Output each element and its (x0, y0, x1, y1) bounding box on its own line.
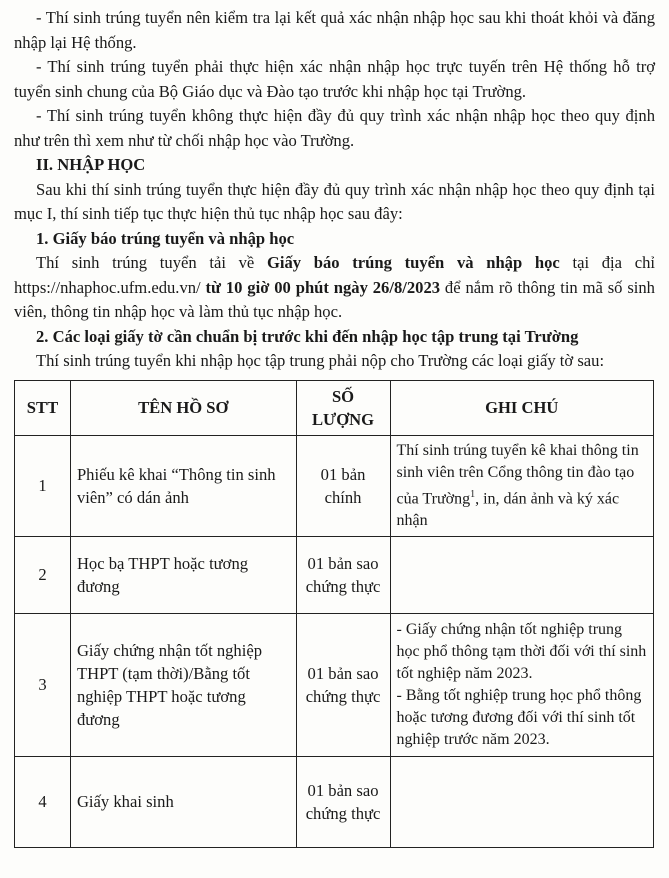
section-heading-enrollment: II. NHẬP HỌC (36, 155, 146, 174)
header-qty: SỐ LƯỢNG (296, 380, 390, 435)
note-text: Thí sinh trúng tuyển kê khai thông tin sinh viên trên Cổng thông tin đào tạo của Trường (396, 441, 639, 507)
table-row (15, 435, 654, 536)
cell-name: Học bạ THPT hoặc tương đương (70, 536, 296, 613)
header-stt: STT (15, 380, 71, 435)
cell-name: Phiếu kê khai “Thông tin sinh viên” có dán ảnh (70, 435, 296, 536)
cell-note (390, 613, 654, 756)
cell-name: Giấy chứng nhận tốt nghiệp THPT (tạm thời)/Bằng tốt nghiệp THPT hoặc tương đương (70, 613, 296, 756)
bold-run-date: từ 10 giờ 00 phút ngày 26/8/2023 (205, 277, 441, 297)
note-text: , in, dán ảnh và ký xác nhận (396, 489, 620, 529)
subheading-documents: 2. Các loại giấy tờ cần chuẩn bị trước khi đến nhập học tập trung tại Trường (36, 326, 579, 346)
subheading-admission-letter: 1. Giấy báo trúng tuyển và nhập học (36, 228, 295, 248)
header-name: TÊN HỒ SƠ (70, 380, 296, 435)
cell-qty: 01 bản sao chứng thực (296, 613, 390, 756)
footnote-marker: 1 (470, 488, 476, 500)
paragraph-refusal: - Thí sinh trúng tuyển không thực hiện đầy đủ quy trình xác nhận nhập học theo quy định như trên thì xem như từ chối nhập học vào Trường. (14, 106, 655, 150)
note-line: - Giấy chứng nhận tốt nghiệp trung học phổ thông tạm thời đối với thí sinh tốt nghiệp năm 2023. (396, 620, 647, 682)
cell-stt: 3 (15, 613, 71, 756)
table-row (15, 536, 654, 613)
bold-run-letter-title: Giấy báo trúng tuyển và nhập học (266, 253, 560, 272)
table-row (15, 613, 654, 756)
cell-note-empty (390, 536, 654, 613)
paragraph-admission-letter (14, 251, 655, 325)
cell-note-empty (390, 756, 654, 847)
cell-stt: 2 (15, 536, 71, 613)
cell-qty: 01 bản sao chứng thực (296, 756, 390, 847)
cell-name: Giấy khai sinh (70, 756, 296, 847)
paragraph-online-confirmation: - Thí sinh trúng tuyển phải thực hiện xác nhận nhập học trực tuyến trên Hệ thống hỗ trợ tuyển sinh chung của Bộ Giáo dục và Đào tạo trước khi nhập học tại Trường. (14, 57, 655, 101)
table-row (15, 756, 654, 847)
header-note: GHI CHÚ (390, 380, 654, 435)
cell-note (390, 435, 654, 536)
cell-stt: 1 (15, 435, 71, 536)
documents-table (14, 380, 654, 848)
paragraph-check-result: - Thí sinh trúng tuyển nên kiểm tra lại kết quả xác nhận nhập học sau khi thoát khỏi và đăng nhập lại Hệ thống. (14, 8, 655, 52)
text-run: Thí sinh trúng tuyển tải về (36, 253, 267, 272)
table-header-row (15, 380, 654, 435)
text-run: để nắm rõ thông tin mã số sinh viên, thông tin nhập học và làm thủ tục nhập học. (14, 277, 655, 321)
paragraph-enrollment-intro: Sau khi thí sinh trúng tuyển thực hiện đầy đủ quy trình xác nhận nhập học theo quy định tại mục I, thí sinh tiếp tục thực hiện thủ tục nhập học sau đây: (14, 179, 655, 223)
paragraph-documents-intro: Thí sinh trúng tuyển khi nhập học tập trung phải nộp cho Trường các loại giấy tờ sau: (36, 351, 605, 370)
cell-qty: 01 bản chính (296, 435, 390, 536)
cell-stt: 4 (15, 756, 71, 847)
cell-qty: 01 bản sao chứng thực (296, 536, 390, 613)
note-line: - Bằng tốt nghiệp trung học phổ thông hoặc tương đương đối với thí sinh tốt nghiệp trước năm 2023. (396, 686, 642, 748)
text-run-address: tại địa chỉ https://nhaphoc.ufm.edu.vn/ (14, 253, 655, 297)
